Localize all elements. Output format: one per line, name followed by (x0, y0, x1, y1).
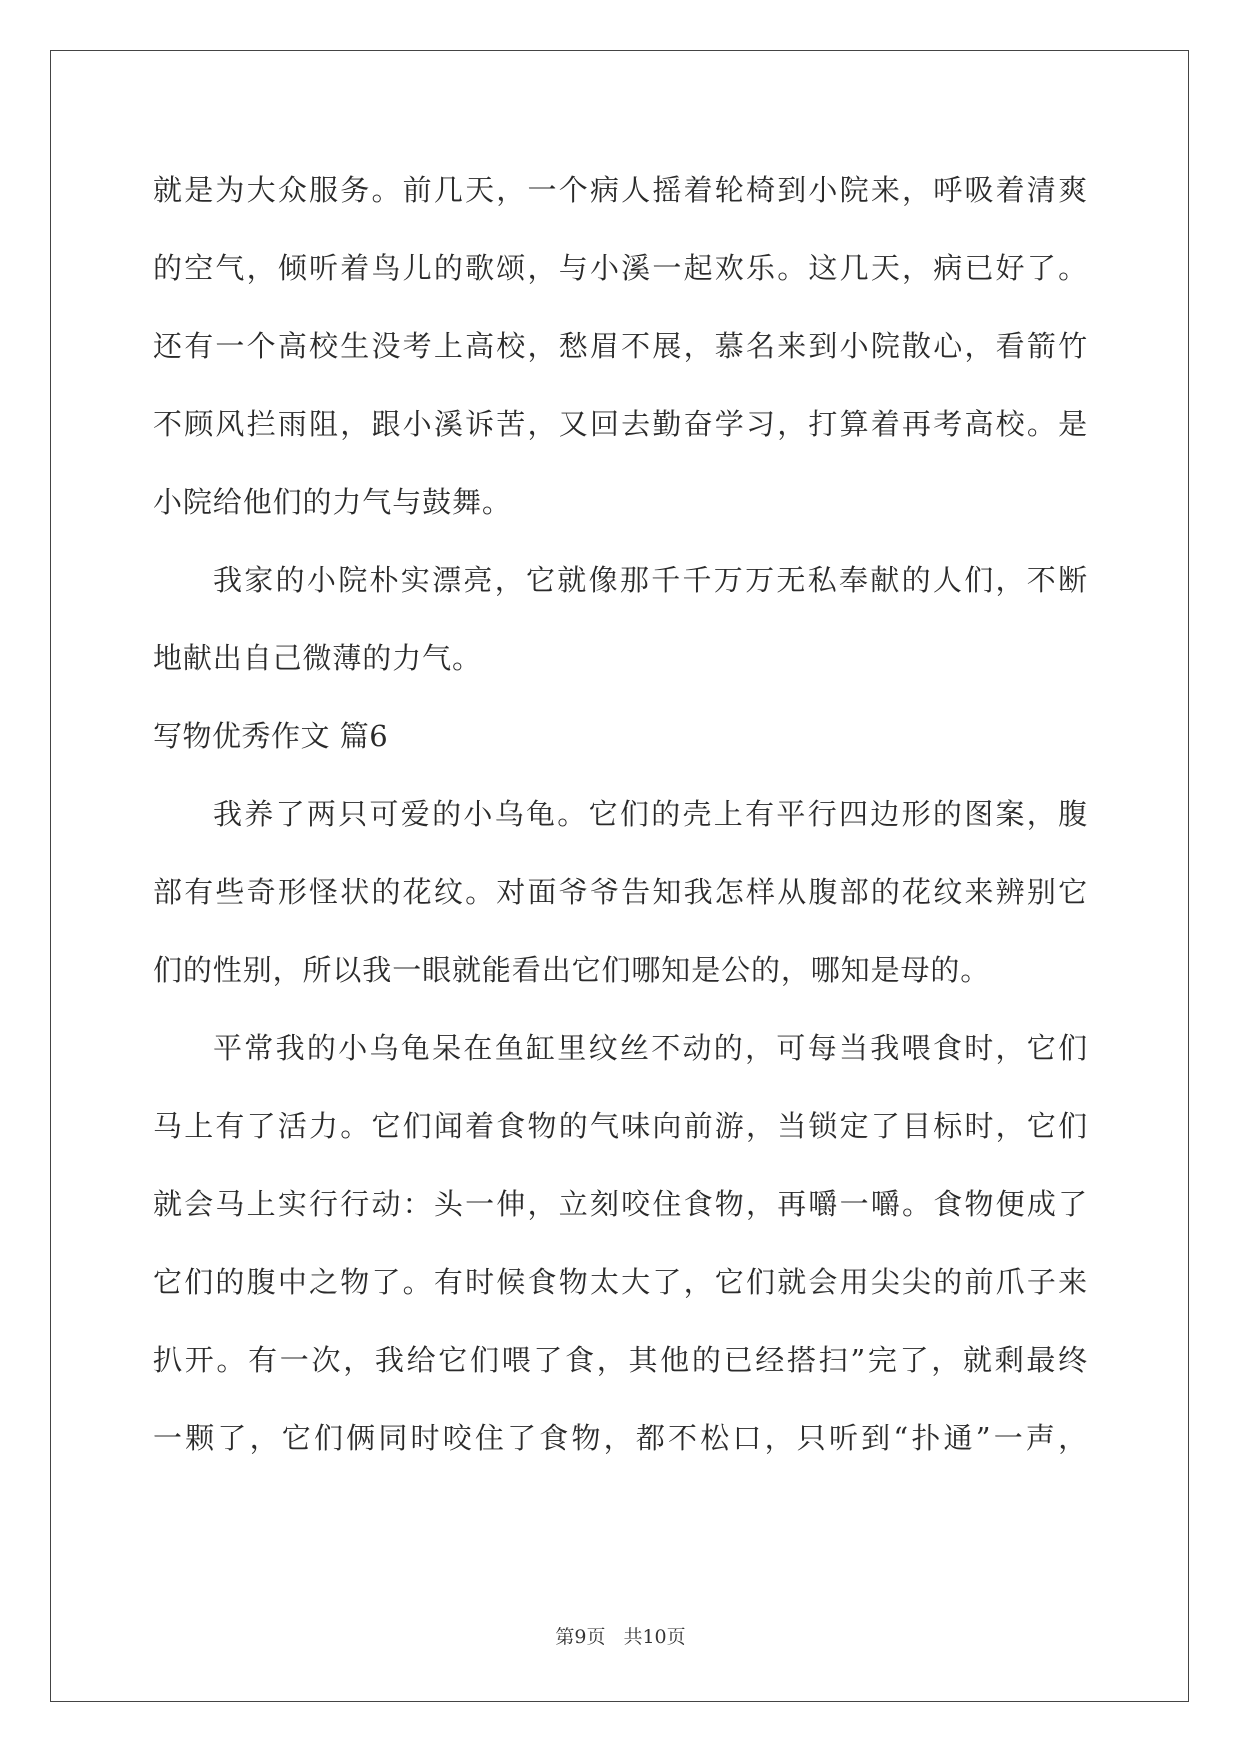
text-line: 平常我的小乌龟呆在鱼缸里纹丝不动的，可每当我喂食时，它们 (213, 1031, 1088, 1065)
text-line: 部有些奇形怪状的花纹。对面爷爷告知我怎样从腹部的花纹来辨别它 (153, 875, 1088, 909)
page-number: 第9页 (555, 1626, 606, 1648)
text-line: 地献出自己微薄的力气。 (153, 641, 482, 675)
section-heading: 写物优秀作文 篇6 (153, 719, 389, 753)
text-line: 马上有了活力。它们闻着食物的气味向前游，当锁定了目标时，它们 (153, 1109, 1088, 1143)
text-line: 扒开。有一次，我给它们喂了食，其他的已经搭扫”完了，就剩最终 (153, 1343, 1088, 1377)
text-line: 我家的小院朴实漂亮，它就像那千千万万无私奉献的人们，不断 (213, 563, 1088, 597)
text-line: 还有一个高校生没考上高校，愁眉不展，慕名来到小院散心，看箭竹 (153, 329, 1088, 363)
text-line: 小院给他们的力气与鼓舞。 (153, 485, 512, 519)
text-line: 它们的腹中之物了。有时候食物太大了，它们就会用尖尖的前爪子来 (153, 1265, 1088, 1299)
page-footer (0, 1622, 1241, 1649)
text-line: 就会马上实行行动：头一伸，立刻咬住食物，再嚼一嚼。食物便成了 (153, 1187, 1088, 1221)
text-line: 一颗了，它们俩同时咬住了食物，都不松口，只听到“扑通”一声， (153, 1421, 1088, 1455)
page-total: 共10页 (623, 1626, 686, 1648)
document-body (153, 165, 1088, 1491)
text-line: 不顾风拦雨阻，跟小溪诉苦，又回去勤奋学习，打算着再考高校。是 (153, 407, 1088, 441)
text-line: 的空气，倾听着鸟儿的歌颂，与小溪一起欢乐。这几天，病已好了。 (153, 251, 1088, 285)
text-line: 们的性别，所以我一眼就能看出它们哪知是公的，哪知是母的。 (153, 953, 991, 987)
text-line: 就是为大众服务。前几天，一个病人摇着轮椅到小院来，呼吸着清爽 (153, 173, 1088, 207)
text-line: 我养了两只可爱的小乌龟。它们的壳上有平行四边形的图案，腹 (213, 797, 1088, 831)
